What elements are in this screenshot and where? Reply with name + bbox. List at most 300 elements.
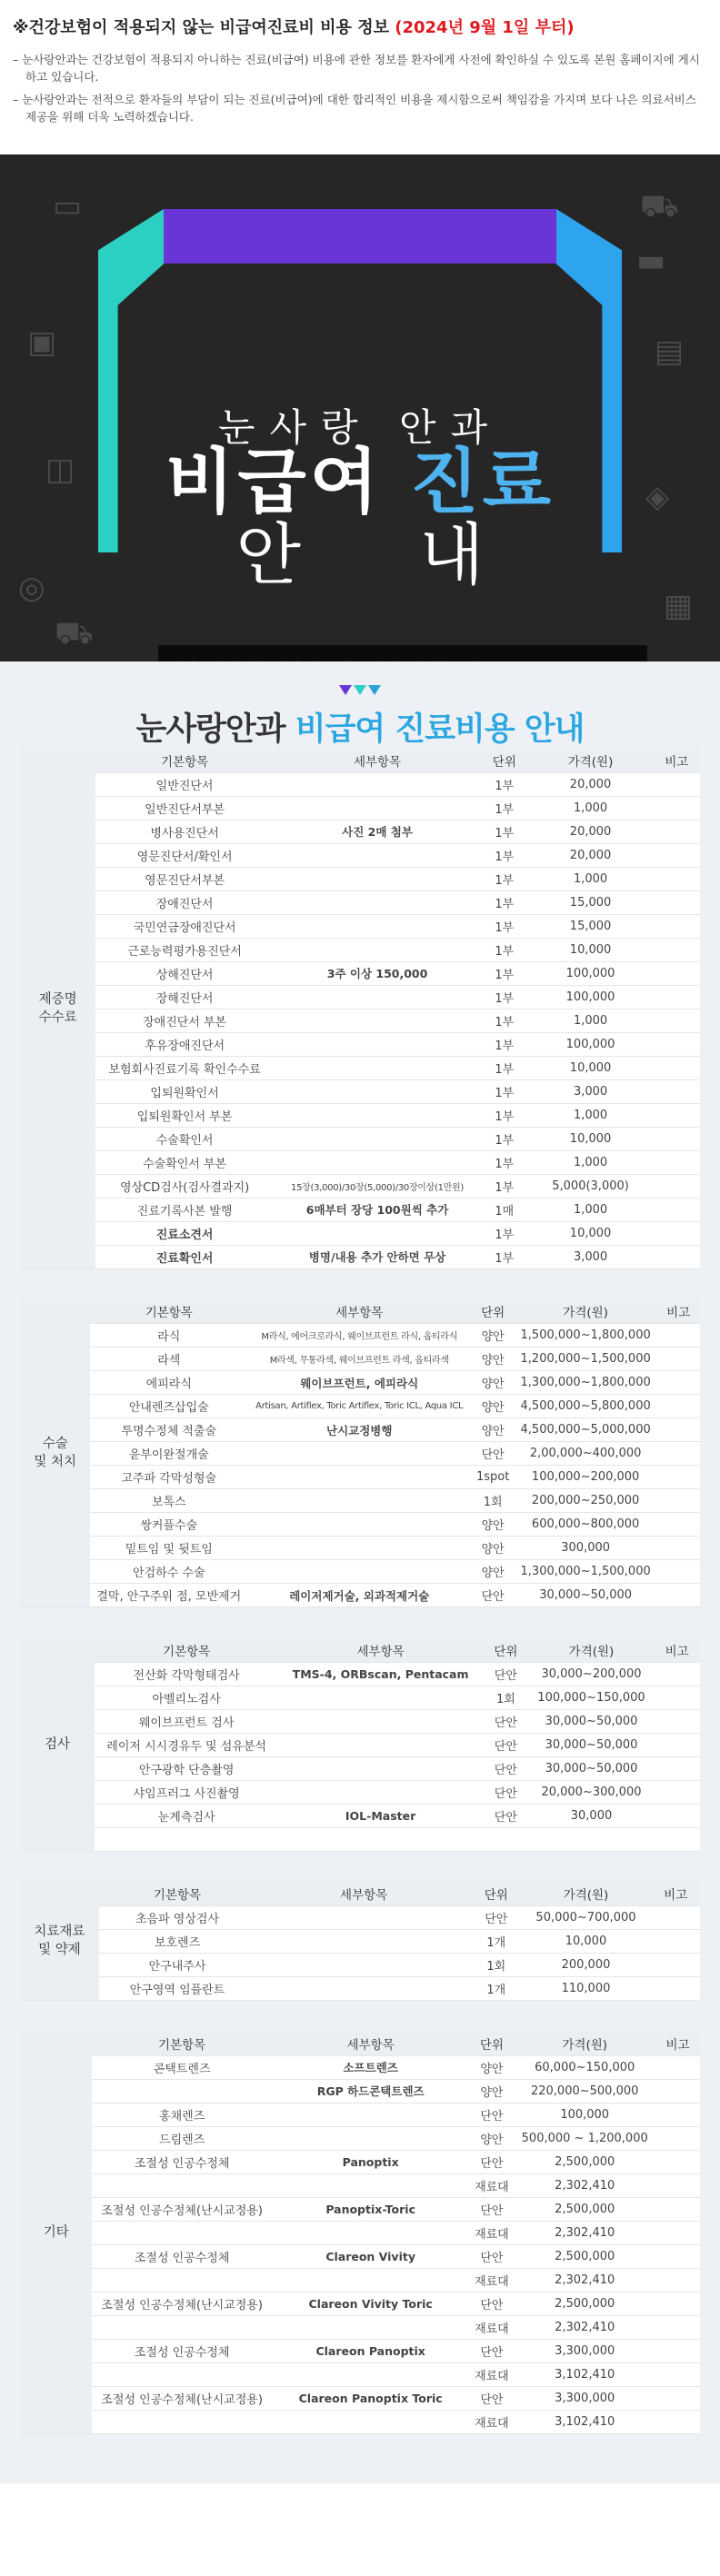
cell-detail: Clareon Panoptix — [272, 2339, 470, 2362]
cell-note — [655, 2386, 700, 2410]
cell-item: 영문진단서부본 — [95, 867, 274, 890]
cell-note — [651, 1954, 700, 1977]
cell-note — [656, 1442, 700, 1466]
cell-detail — [278, 1686, 483, 1709]
cell-detail — [274, 867, 481, 890]
cell-price: 2,500,000 — [514, 2197, 655, 2221]
cell-unit: 1부 — [481, 1079, 527, 1103]
cell-item: 보호렌즈 — [99, 1930, 255, 1954]
table-row — [20, 2126, 700, 2150]
triangle-icon — [339, 685, 352, 695]
cell-price: 100,000 — [514, 2103, 655, 2126]
cell-detail — [274, 1032, 481, 1056]
table-row — [20, 1056, 700, 1079]
cell-unit: 양안 — [469, 2079, 514, 2103]
cell-price: 1,500,000~1,800,000 — [515, 1324, 656, 1348]
cell-price: 500,000 ~ 1,200,000 — [514, 2126, 655, 2150]
cell-price: 4,500,000~5,800,000 — [515, 1395, 656, 1418]
cell-item: 국민연금장애진단서 — [95, 914, 274, 938]
frame-top-bar — [164, 209, 556, 264]
cell-detail — [274, 985, 481, 1009]
cell-unit: 단안 — [483, 1733, 529, 1756]
cell-note — [654, 1009, 700, 1032]
cell-detail — [272, 2173, 470, 2197]
cell-item: 라식 — [90, 1324, 247, 1348]
header-price: 가격(원) — [515, 1300, 656, 1324]
table-row — [20, 2173, 700, 2197]
table-row — [20, 985, 700, 1009]
cell-price: 20,000 — [528, 820, 654, 843]
cell-detail — [255, 1954, 472, 1977]
cell-item — [92, 2362, 271, 2386]
cell-price: 10,000 — [528, 1056, 654, 1079]
cell-note — [654, 1804, 700, 1827]
header-unit: 단위 — [469, 2032, 514, 2055]
cell-price: 200,000~250,000 — [515, 1489, 656, 1513]
table-row — [20, 2150, 700, 2173]
cell-unit: 단안 — [483, 1756, 529, 1780]
cell-detail: RGP 하드콘택트렌즈 — [272, 2079, 470, 2103]
cell-unit: 1개 — [472, 1977, 521, 2001]
cell-price: 3,102,410 — [514, 2410, 655, 2433]
fee-table — [20, 749, 700, 1269]
fee-tables — [20, 749, 700, 2434]
cell-unit: 1부 — [481, 820, 527, 843]
cell-unit: 1부 — [481, 1174, 527, 1198]
cell-detail — [274, 772, 481, 796]
cell-item: 레이저 시시경유두 및 섬유분석 — [95, 1733, 278, 1756]
header-unit: 단위 — [483, 1638, 529, 1662]
cell-item: 입퇴원확인서 부본 — [95, 1103, 274, 1127]
cell-item: 보험회사진료기록 확인수수료 — [95, 1056, 274, 1079]
table-row — [20, 2055, 700, 2079]
cell-unit: 재료대 — [469, 2315, 514, 2339]
cell-note — [655, 2150, 700, 2173]
notice-line-1: – 눈사랑안과는 건강보험이 적용되지 아니하는 진료(비급여) 비용에 관한 정보를 환자에게 사전에 확인하실 수 있도록 본원 홈페이지에 게시하고 있습니다. — [13, 53, 700, 84]
cell-detail: 6매부터 장당 100원씩 추가 — [274, 1198, 481, 1221]
cell-unit: 1회 — [472, 1954, 521, 1977]
cell-note — [655, 2268, 700, 2292]
cell-unit: 양안 — [469, 2126, 514, 2150]
cell-note — [654, 938, 700, 961]
cell-price: 50,000~700,000 — [521, 1906, 652, 1930]
basket-icon: ▤ — [655, 333, 685, 370]
table-row — [20, 867, 700, 890]
table-row — [20, 772, 700, 796]
cell-detail — [247, 1466, 471, 1489]
cell-detail — [272, 2362, 470, 2386]
cell-note — [654, 1079, 700, 1103]
cell-detail — [274, 1079, 481, 1103]
cell-detail — [278, 1827, 483, 1851]
cell-unit: 1부 — [481, 985, 527, 1009]
cell-unit: 재료대 — [469, 2268, 514, 2292]
cell-item — [95, 1827, 278, 1851]
cell-note — [651, 1977, 700, 2001]
cell-detail — [247, 1489, 471, 1513]
cell-price: 2,302,410 — [514, 2221, 655, 2244]
cell-unit: 1부 — [481, 867, 527, 890]
table-row — [20, 2362, 700, 2386]
cell-note — [654, 867, 700, 890]
cell-price: 100,000~200,000 — [515, 1466, 656, 1489]
cell-note — [654, 1174, 700, 1198]
cell-item: 조절성 인공수정체 — [92, 2244, 271, 2268]
cell-note — [656, 1560, 700, 1584]
cell-unit: 1매 — [481, 1198, 527, 1221]
coin-icon: ◎ — [18, 570, 45, 606]
cell-unit: 단안 — [472, 1906, 521, 1930]
cell-note — [654, 1686, 700, 1709]
cell-note — [654, 1032, 700, 1056]
header-unit: 단위 — [481, 749, 527, 772]
table-row — [20, 1733, 700, 1756]
cell-item: 안내렌즈삽입술 — [90, 1395, 247, 1418]
cell-item: 샤임프러그 사진촬영 — [95, 1780, 278, 1804]
table-row — [20, 1954, 700, 1977]
cell-detail — [278, 1733, 483, 1756]
cell-item: 고주파 각막성형술 — [90, 1466, 247, 1489]
table-row — [20, 2339, 700, 2362]
cell-detail — [274, 1009, 481, 1032]
cell-price: 3,000 — [528, 1245, 654, 1268]
cell-note — [654, 1103, 700, 1127]
triangle-icon — [354, 685, 366, 695]
table-row — [20, 796, 700, 820]
cell-detail — [272, 2103, 470, 2126]
cell-detail — [274, 1056, 481, 1079]
cell-item: 결막, 안구주위 점, 모반제거 — [90, 1584, 247, 1607]
header-item: 기본항목 — [92, 2032, 271, 2055]
category-cell: 기타 — [20, 2032, 92, 2433]
cell-item: 영상CD검사(검사결과지) — [95, 1174, 274, 1198]
table-row — [20, 1662, 700, 1686]
cell-detail: M라섹, 무통라섹, 웨이브프런트 라섹, 옵티라섹 — [247, 1348, 471, 1371]
cell-price: 2,302,410 — [514, 2268, 655, 2292]
header-price: 가격(원) — [521, 1883, 652, 1906]
cell-detail — [274, 1150, 481, 1174]
cell-price: 4,500,000~5,000,000 — [515, 1418, 656, 1442]
cell-item — [92, 2315, 271, 2339]
cell-price: 600,000~800,000 — [515, 1513, 656, 1537]
cell-note — [654, 1662, 700, 1686]
cell-unit: 단안 — [483, 1780, 529, 1804]
table-row — [20, 1804, 700, 1827]
table-row — [20, 1537, 700, 1560]
table-row — [20, 2386, 700, 2410]
table-row — [20, 1009, 700, 1032]
table-row — [20, 1906, 700, 1930]
cell-unit: 1개 — [472, 1930, 521, 1954]
table-header-row — [20, 1883, 700, 1906]
cell-price: 3,300,000 — [514, 2386, 655, 2410]
cell-note — [656, 1489, 700, 1513]
cell-item: 안구영역 임플란트 — [99, 1977, 255, 2001]
cell-item: 에피라식 — [90, 1371, 247, 1395]
category-cell: 검사 — [20, 1638, 95, 1851]
cell-price: 20,000~300,000 — [529, 1780, 655, 1804]
cell-unit: 단안 — [471, 1442, 515, 1466]
cell-unit: 재료대 — [469, 2221, 514, 2244]
cell-note — [654, 985, 700, 1009]
header-unit: 단위 — [472, 1883, 521, 1906]
cell-unit: 단안 — [469, 2244, 514, 2268]
table-row — [20, 1686, 700, 1709]
header-price: 가격(원) — [529, 1638, 655, 1662]
cell-price: 30,000~50,000 — [529, 1709, 655, 1733]
cell-item: 안검하수 수술 — [90, 1560, 247, 1584]
cell-item: 조절성 인공수정체(난시교정용) — [92, 2386, 271, 2410]
cell-price: 30,000~50,000 — [529, 1733, 655, 1756]
table-row — [20, 1150, 700, 1174]
notice-title: ※건강보험이 적용되지 않는 비급여진료비 비용 정보 (2024년 9월 1일 부터) — [13, 18, 575, 37]
header-detail: 세부항목 — [255, 1883, 472, 1906]
cell-price: 100,000 — [528, 1032, 654, 1056]
cell-detail — [272, 2268, 470, 2292]
cell-note — [654, 1198, 700, 1221]
cell-detail — [274, 796, 481, 820]
cell-price: 15,000 — [528, 890, 654, 914]
cell-item: 투명수정체 적출술 — [90, 1418, 247, 1442]
cell-item: 장애진단서 부본 — [95, 1009, 274, 1032]
cell-detail: 소프트렌즈 — [272, 2055, 470, 2079]
table-row — [20, 2410, 700, 2433]
cell-item: 진료확인서 — [95, 1245, 274, 1268]
table-row — [20, 890, 700, 914]
cell-price: 100,000 — [528, 985, 654, 1009]
cell-note — [651, 1906, 700, 1930]
info-box-title — [171, 658, 635, 661]
cell-note — [654, 843, 700, 867]
cell-note — [654, 961, 700, 985]
hero-banner — [0, 154, 720, 661]
cell-item — [92, 2079, 271, 2103]
cell-note — [655, 2244, 700, 2268]
fee-section — [0, 661, 720, 2483]
table-row — [20, 1513, 700, 1537]
cell-item: 일반진단서 — [95, 772, 274, 796]
cell-detail — [274, 1103, 481, 1127]
cell-unit: 단안 — [483, 1804, 529, 1827]
table-row — [20, 1032, 700, 1056]
cell-detail — [274, 1127, 481, 1150]
cell-item: 영문진단서/확인서 — [95, 843, 274, 867]
table-row — [20, 1930, 700, 1954]
cell-note — [655, 2055, 700, 2079]
cell-unit: 1회 — [483, 1686, 529, 1709]
cell-note — [655, 2339, 700, 2362]
cell-unit: 1부 — [481, 1150, 527, 1174]
banner-title-line2: 안내 — [235, 516, 603, 594]
table-row — [20, 1245, 700, 1268]
cell-detail — [247, 1442, 471, 1466]
cell-detail — [274, 843, 481, 867]
cell-unit: 양안 — [471, 1348, 515, 1371]
cell-detail: Clareon Vivity — [272, 2244, 470, 2268]
cell-price: 10,000 — [528, 1221, 654, 1245]
cell-detail: 웨이브프런트, 에피라식 — [247, 1371, 471, 1395]
cell-note — [655, 2221, 700, 2244]
cell-price: 2,500,000 — [514, 2292, 655, 2315]
cell-note — [654, 772, 700, 796]
cell-price: 30,000~50,000 — [529, 1756, 655, 1780]
cell-price: 20,000 — [528, 772, 654, 796]
cell-item — [92, 2268, 271, 2292]
cell-detail — [255, 1930, 472, 1954]
cell-detail — [247, 1537, 471, 1560]
tag-icon: ◈ — [645, 479, 670, 515]
cell-detail — [274, 938, 481, 961]
bag-icon: ◫ — [45, 452, 75, 488]
cell-item: 장해진단서 — [95, 985, 274, 1009]
cell-price: 1,000 — [528, 867, 654, 890]
cell-unit: 1부 — [481, 1056, 527, 1079]
table-row — [20, 961, 700, 985]
cell-item: 조절성 인공수정체 — [92, 2339, 271, 2362]
table-row — [20, 1221, 700, 1245]
cell-unit: 단안 — [483, 1709, 529, 1733]
cell-unit: 1부 — [481, 772, 527, 796]
cell-price: 300,000 — [515, 1537, 656, 1560]
cell-price: 220,000~500,000 — [514, 2079, 655, 2103]
box-icon: ▦ — [664, 588, 694, 624]
cell-detail: Clareon Panoptix Toric — [272, 2386, 470, 2410]
table-row — [20, 1827, 700, 1851]
table-row — [20, 2268, 700, 2292]
cell-item: 조절성 인공수정체(난시교정용) — [92, 2292, 271, 2315]
cell-detail: Panoptix-Toric — [272, 2197, 470, 2221]
notice-date: (2024년 9월 1일 부터) — [395, 18, 575, 37]
cell-item: 홍채렌즈 — [92, 2103, 271, 2126]
cell-unit: 1부 — [481, 961, 527, 985]
cell-unit: 1부 — [481, 1127, 527, 1150]
cart-icon: ⛟ — [640, 188, 679, 224]
cell-item: 상해진단서 — [95, 961, 274, 985]
cell-note — [656, 1466, 700, 1489]
table-row — [20, 1174, 700, 1198]
cell-price: 30,000~200,000 — [529, 1662, 655, 1686]
cell-note — [654, 1733, 700, 1756]
banner-info-box — [158, 645, 647, 661]
header-item: 기본항목 — [95, 1638, 278, 1662]
page-title: 눈사랑안과 비급여 진료비용 안내 — [135, 711, 585, 748]
cell-unit: 1부 — [481, 938, 527, 961]
cell-item: 밑트임 및 뒷트임 — [90, 1537, 247, 1560]
cell-unit: 단안 — [469, 2292, 514, 2315]
cell-detail: TMS-4, ORBscan, Pentacam — [278, 1662, 483, 1686]
cell-note — [655, 2103, 700, 2126]
header-unit: 단위 — [471, 1300, 515, 1324]
table-row — [20, 2315, 700, 2339]
cell-item: 초음파 영상검사 — [99, 1906, 255, 1930]
table-row — [20, 1489, 700, 1513]
cell-note — [654, 1221, 700, 1245]
fee-table — [20, 1883, 700, 2002]
cell-price: 5,000(3,000) — [528, 1174, 654, 1198]
cell-unit: 1부 — [481, 1221, 527, 1245]
cell-item: 아벨리노검사 — [95, 1686, 278, 1709]
cell-note — [654, 1245, 700, 1268]
cell-note — [656, 1371, 700, 1395]
cell-item: 병사용진단서 — [95, 820, 274, 843]
cell-price: 100,000 — [528, 961, 654, 985]
table-row — [20, 938, 700, 961]
cart-icon-2: ⛟ — [55, 615, 94, 651]
cell-note — [656, 1418, 700, 1442]
cell-detail — [274, 1221, 481, 1245]
cell-note — [654, 914, 700, 938]
cell-item: 라섹 — [90, 1348, 247, 1371]
cell-unit: 1부 — [481, 1245, 527, 1268]
cell-item: 윤부이완절개술 — [90, 1442, 247, 1466]
cell-note — [656, 1537, 700, 1560]
cell-unit: 재료대 — [469, 2173, 514, 2197]
cell-unit: 단안 — [471, 1584, 515, 1607]
cell-unit: 양안 — [471, 1324, 515, 1348]
cell-unit: 단안 — [469, 2197, 514, 2221]
table-row — [20, 1348, 700, 1371]
cell-unit: 양안 — [469, 2055, 514, 2079]
cell-unit: 단안 — [469, 2339, 514, 2362]
cell-price: 15,000 — [528, 914, 654, 938]
cell-note — [654, 1756, 700, 1780]
cell-note — [654, 796, 700, 820]
cell-price: 1,300,000~1,500,000 — [515, 1560, 656, 1584]
table-row — [20, 1395, 700, 1418]
cell-item: 안구광학 단층촬영 — [95, 1756, 278, 1780]
cell-unit: 양안 — [471, 1371, 515, 1395]
header-item: 기본항목 — [90, 1300, 247, 1324]
header-detail: 세부항목 — [278, 1638, 483, 1662]
header-price: 가격(원) — [514, 2032, 655, 2055]
section-heading — [20, 676, 700, 749]
category-cell: 수술 및 처치 — [20, 1300, 90, 1607]
table-row — [20, 1560, 700, 1584]
table-row — [20, 1466, 700, 1489]
cell-detail — [278, 1709, 483, 1733]
cell-note — [654, 890, 700, 914]
cell-item: 진료기록사본 발행 — [95, 1198, 274, 1221]
cell-price: 2,500,000 — [514, 2244, 655, 2268]
banner-subtitle: 눈사랑 안과 — [217, 405, 503, 450]
table-header-row — [20, 2032, 700, 2055]
cell-price: 30,000 — [529, 1804, 655, 1827]
cell-note — [654, 1709, 700, 1733]
cell-item: 눈계측검사 — [95, 1804, 278, 1827]
cell-item: 장애진단서 — [95, 890, 274, 914]
header-item: 기본항목 — [99, 1883, 255, 1906]
header-note: 비고 — [654, 1638, 700, 1662]
table-header-row — [20, 1638, 700, 1662]
table-row — [20, 2103, 700, 2126]
cell-price: 1,000 — [528, 1009, 654, 1032]
table-row — [20, 2197, 700, 2221]
cell-detail — [274, 890, 481, 914]
header-note: 비고 — [656, 1300, 700, 1324]
cell-note — [656, 1513, 700, 1537]
cell-detail: Clareon Vivity Toric — [272, 2292, 470, 2315]
cell-unit: 1부 — [481, 914, 527, 938]
cell-detail — [272, 2410, 470, 2433]
cell-item: 콘택트렌즈 — [92, 2055, 271, 2079]
table-row — [20, 1127, 700, 1150]
cell-note — [655, 2126, 700, 2150]
header-detail: 세부항목 — [247, 1300, 471, 1324]
table-row — [20, 1324, 700, 1348]
cell-unit: 1부 — [481, 1032, 527, 1056]
cell-price: 2,500,000 — [514, 2150, 655, 2173]
cell-price: 2,00,000~400,000 — [515, 1442, 656, 1466]
